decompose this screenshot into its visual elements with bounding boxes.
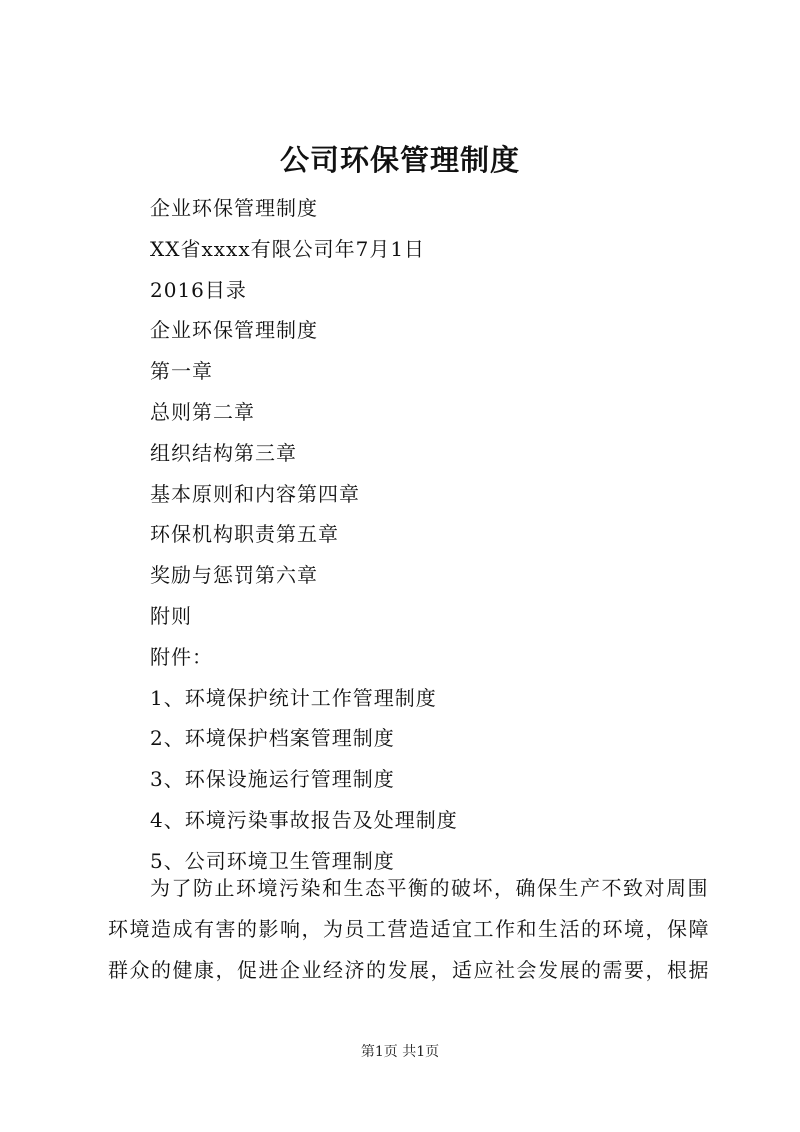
body-paragraph — [108, 868, 712, 990]
document-line: 组织结构第三章 — [150, 440, 297, 465]
paragraph-line: 为了防止环境污染和生态平衡的破坏，确保生产不致对周围 — [150, 876, 709, 900]
document-line: 3、环保设施运行管理制度 — [150, 767, 395, 792]
document-lines — [150, 188, 750, 882]
paragraph-line: 群众的健康，促进企业经济的发展，适应社会发展的需要，根据 — [108, 957, 710, 982]
document-line: 基本原则和内容第四章 — [150, 481, 360, 506]
document-line: 企业环保管理制度 — [150, 196, 318, 220]
document-line: 1、环境保护统计工作管理制度 — [150, 685, 437, 710]
document-line: 第一章 — [150, 359, 213, 384]
document-line: 奖励与惩罚第六章 — [150, 563, 318, 588]
document-line: 附则 — [150, 603, 192, 628]
document-line: 2016目录 — [150, 277, 247, 302]
document-line: 4、环境污染事故报告及处理制度 — [150, 807, 458, 832]
document-line: XX省xxxx有限公司年7月1日 — [150, 236, 426, 261]
document-line: 5、公司环境卫生管理制度 — [150, 848, 395, 873]
document-line: 环保机构职责第五章 — [150, 522, 339, 547]
paragraph-line: 环境造成有害的影响，为员工营造适宜工作和生活的环境，保障 — [108, 916, 710, 941]
page-footer: 第1页 共1页 — [360, 1044, 440, 1060]
document-line: 2、环境保护档案管理制度 — [150, 726, 395, 751]
document-title: 公司环保管理制度 — [279, 143, 520, 177]
document-line: 企业环保管理制度 — [150, 318, 318, 343]
document-line: 附件： — [150, 644, 213, 669]
document-line: 总则第二章 — [150, 399, 255, 424]
